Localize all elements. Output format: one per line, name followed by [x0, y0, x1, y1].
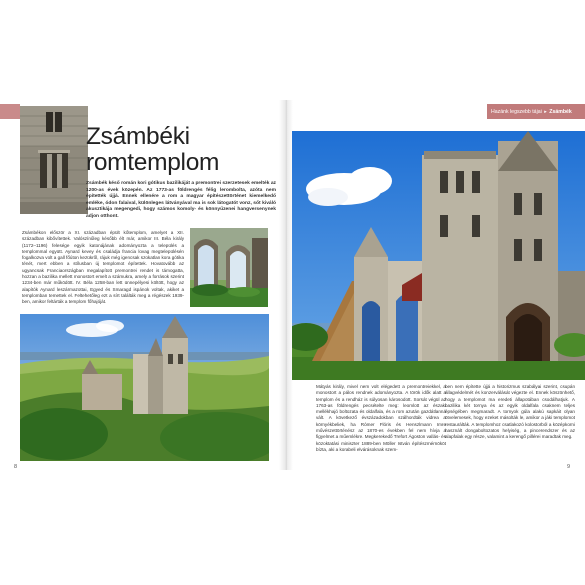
breadcrumb — [488, 106, 584, 118]
header-band-left — [0, 104, 20, 119]
landscape-church-photo — [20, 314, 269, 461]
page-title — [86, 124, 276, 176]
page-number-left: 8 — [14, 464, 18, 470]
page-number-right: 9 — [567, 464, 571, 470]
breadcrumb-separator: ▸ — [544, 109, 547, 115]
ruin-interior-photo — [190, 228, 268, 307]
page-fold — [279, 100, 293, 470]
main-church-photo — [292, 131, 585, 380]
lead-paragraph: Zsámbék késő román kori gótikus bazilikáját a premontrei szerzetesek emelték az 1200-as évek közepén. Az 1773-as földrengés félig lerombolta, azóta nem építették újjá. Ennek ellenére a rom a magyar építészettörténet kiemelkedő emléke, ódon falaival, különleges látványával ma is sok látogatót vonz, sőt kiváló akusztikája megengedi, hogy számos komoly- és könnyűzenei hangversenynek adjon otthont. — [86, 181, 276, 219]
body-text-left: Zsámbékon először a XI. században épült kőtemplom, amelyet a XII. században kibővítettek. Valószínűleg később élt már, amikor III. Béla király (1172–1196) felesége egyik katonájának adományozta a település a templommal együtt. Aynard kevey és családja francia lovag megtelepülésén fogalkozva volt a gall főúton kezükről, rájuk még igencsak szokatlan kora gótika ténét, mert ebben a stílusban új templomot építettek. Hovatovább az ugyancsak Franciaországban megalapított premontrei rendet is támogatta, hozzan a bazilika mellett monostort emelt a számukra, amely a források szerint 1234-ben már működött. IV. Béla 1258-ban lett ünnepélyesi költött, hogy az alapítók Aynard leszármazottai, Egyed és Smaragd ispánok voltak, akiket a templomban temettek el. Feltehetőleg ezt a sírt találták meg a régészek 1939-ben, amikor feltárták a templom főhajóját. — [22, 230, 184, 305]
title-line-1: Zsámbéki — [86, 123, 190, 150]
breadcrumb-parent: Hazánk legszebb tájai — [491, 109, 542, 115]
breadcrumb-current: Zsámbék — [549, 109, 572, 115]
tower-window-photo — [20, 106, 88, 214]
title-line-2: romtemplom — [86, 149, 220, 176]
body-text-right: ben nem építette újjá a historizmus szabályai szerint, csupán állagvédelmét és konzerválását végezte el. Ennek köszönhető, hogy a templomot ma eredeti állapotában csodálhatjuk. A bazilika két tornya és az egyik oldalfala csaknem teljes épségében megmaradt. A tornyok gúla alakú sapkáit olyan ötvelemesek, hogy ezeket másolták le, amikor a jáki templomot restaurálták. A templomhoz csatlakozó kolostorból a középkorni használt dongaboltozatos helyiség, a pincerendszer és az alapfalak egy része, valamint a kerengő pillérei maradtak meg. — [445, 384, 575, 440]
body-text-middle: Mátyás király, mivel nem volt elégedett a premontreiekkel, a monostort a pálos rendnek adományozta. A török idők alatt a templom és a rendház is súlyosan károsodott. Sorsát végül az 1763-as földrengés pecsételte meg: leomlott az északi mellékhajó boltozata és oldalfala, és a rom azután gazdátlanná vált. A következő évszázadokban szálhordták vidrea a környékbeliek, ha Rómer Flóris és Henszlmann Imre művészettörténész az 1870-es években fel nem hívja a figyelmet a műemlékre. Megkerekedő Trefort Ágoston vallás- és közoktatási miniszter 1889-ben Möller István építészmérnököt bízta, aki a korabeli elvárásoknak szem- — [316, 384, 446, 452]
